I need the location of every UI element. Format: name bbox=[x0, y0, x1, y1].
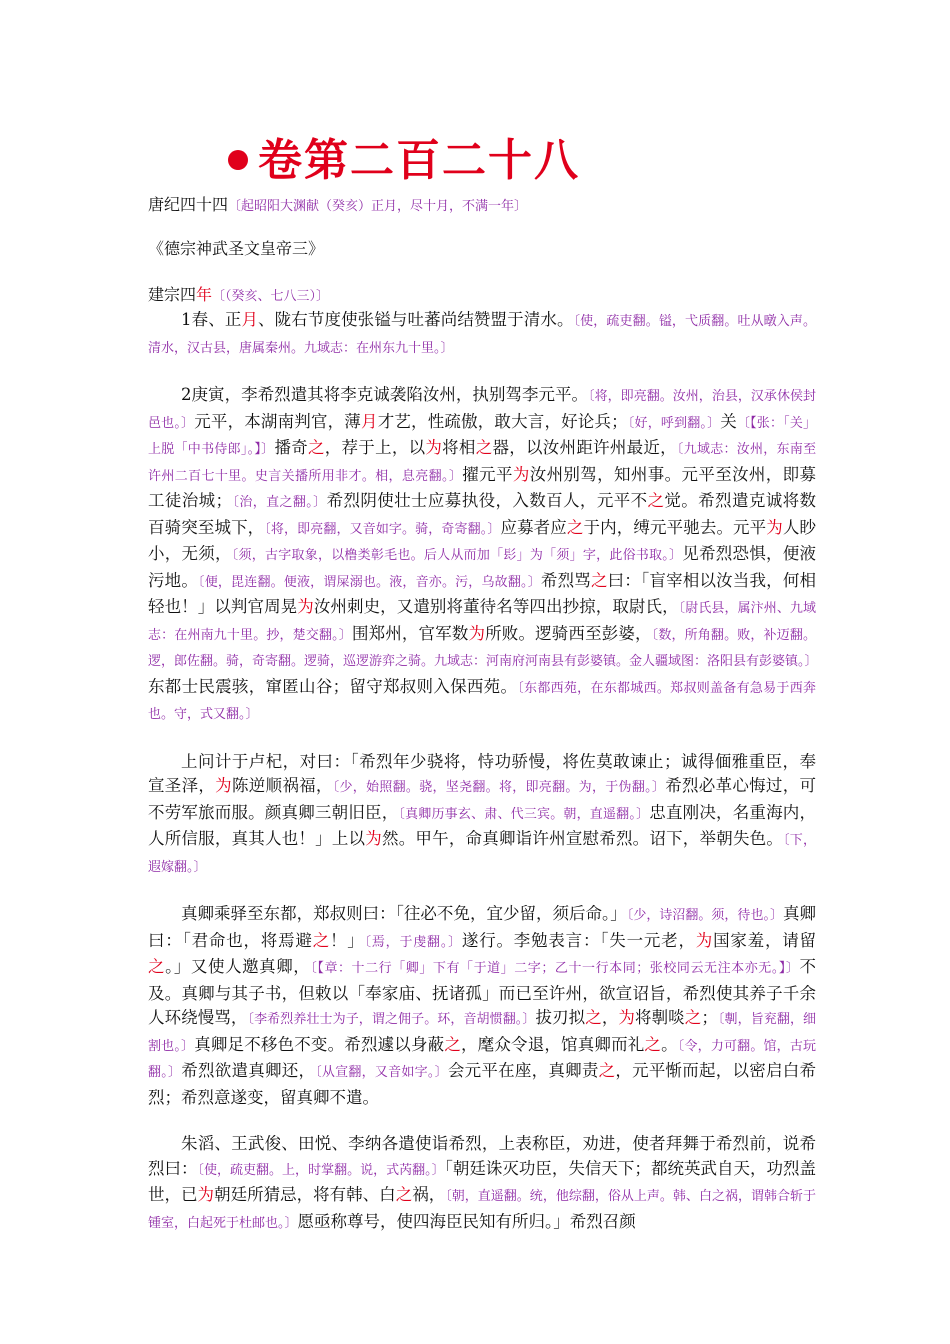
chapter-title bbox=[228, 124, 580, 188]
highlight-char: 为 bbox=[215, 776, 232, 795]
highlight-char: 之 bbox=[647, 491, 665, 510]
text-run: 希烈欲遣真卿还， bbox=[181, 1061, 316, 1080]
highlight-char: 之 bbox=[475, 438, 493, 457]
year-note: 〔（癸亥、七八三）〕 bbox=[212, 289, 330, 304]
text-run: 播奇 bbox=[274, 438, 308, 457]
highlight-char: 为 bbox=[468, 623, 486, 643]
text-run: 希烈阴使壮士应募执役，入数百人，元平不 bbox=[326, 491, 648, 510]
highlight-char: 之 bbox=[644, 1034, 662, 1054]
emperor-text: 《德宗神武圣文皇帝三》 bbox=[148, 239, 325, 258]
annotation-note: 〔李希烈养壮士为子，谓之佣子。环，音胡惯翻。〕 bbox=[247, 1012, 536, 1027]
paragraph bbox=[148, 1132, 816, 1236]
text-run: 所败。逻骑西至彭婆， bbox=[485, 623, 652, 643]
year-line bbox=[148, 283, 813, 309]
annotation-note: 〔须，古字取象，以橹类彰毛也。后人从而加「髟」为「须」字，此俗书取。〕 bbox=[231, 548, 683, 563]
annotation-note: 〔下，遐嫁翻。〕 bbox=[148, 833, 817, 875]
annotation-note: 〔【张：「关」上脱「中书侍郎」。】〕 bbox=[148, 415, 817, 457]
text-run: ，麾众令退，馆真卿而礼 bbox=[461, 1034, 645, 1054]
text-run: 将相 bbox=[442, 438, 476, 457]
annotation-note: 〔便，毘连翻。便液，谓屎溺也。液，音亦。污，乌故翻。〕 bbox=[198, 574, 541, 590]
text-run: 器，以汝州距许州最近， bbox=[492, 438, 677, 457]
annotation-note: 〔从宣翻，又音如字。〕 bbox=[315, 1065, 448, 1080]
highlight-char: 为 bbox=[512, 464, 530, 484]
annotation-note: 〔使，疏吏翻。镒，弋质翻。吐从暾入声。清水，汉古县，唐属秦州。九域志：在州东九十里。〕 bbox=[148, 314, 817, 356]
annotation-note: 〔使，疏吏翻。上，时掌翻。说，式芮翻。〕 bbox=[197, 1162, 445, 1178]
text-run: 然。甲午，命真卿诣许州宣慰希烈。诏下，举朝失色。 bbox=[381, 829, 784, 848]
annotation-note: 〔剸，旨兖翻，细割也。〕 bbox=[148, 1012, 817, 1054]
text-run: 真卿乘驿至东都，郑叔则曰：「往必不免，宜少留，须后命。」 bbox=[181, 904, 627, 923]
annotation-note: 〔少，始照翻。骁，坚尧翻。将，即亮翻。为，于伪翻。〕 bbox=[332, 780, 666, 795]
text-run: 遂行。李勉表言：「失一元老， bbox=[461, 930, 696, 950]
annotation-note: 〔治，直之翻。〕 bbox=[232, 495, 327, 510]
annotation-note: 〔九域志：汝州，东南至许州二百七十里。史言关播所用非才。相，息亮翻。〕 bbox=[148, 442, 817, 484]
annotation-note: 〔朝，直遥翻。统，他综翻，俗从上声。韩、白之祸，谓韩合斩于锺室，白起死于杜邮也。〕 bbox=[148, 1189, 817, 1231]
text-run: 愿亟称尊号，使四海臣民知有所归。」希烈召颜 bbox=[297, 1211, 636, 1231]
highlight-char: 之 bbox=[148, 957, 166, 976]
highlight-char: 为 bbox=[425, 438, 443, 457]
paragraph bbox=[148, 902, 816, 1110]
text-run: 国家羞，请留 bbox=[713, 930, 817, 950]
text-run: ，荐于上，以 bbox=[324, 438, 426, 457]
text-run: 忠直刚决，名重海内，人所信服，真其人也！」上以 bbox=[148, 802, 817, 848]
text-run: 将剸啖 bbox=[635, 1008, 685, 1027]
text-run: ！」 bbox=[329, 930, 365, 950]
document-body bbox=[148, 308, 816, 1258]
annotation-note: 〔令，力可翻。馆，古玩翻。〕 bbox=[148, 1038, 817, 1080]
highlight-char: 之 bbox=[566, 517, 584, 537]
highlight-char: 为 bbox=[618, 1008, 636, 1027]
annotation-note: 〔少，诗沼翻。须，待也。〕 bbox=[626, 908, 783, 923]
text-run: 于内，缚元平驰去。元平 bbox=[583, 517, 767, 537]
text-run: 见希烈恐惧，便液污地。 bbox=[148, 544, 817, 590]
text-run: 应募者应 bbox=[500, 517, 567, 537]
annotation-note: 〔焉，于虔翻。〕 bbox=[364, 934, 462, 950]
era-text: 唐纪四十四 bbox=[148, 195, 229, 214]
text-run: ，元平惭而起，以密启白希烈；希烈意遂变，留真卿不遣。 bbox=[148, 1061, 817, 1107]
text-run: 才艺，性疏傲，敢大言，好论兵； bbox=[377, 411, 628, 431]
text-run: 围郑州，官军数 bbox=[351, 623, 469, 643]
text-run: 。 bbox=[661, 1034, 678, 1054]
highlight-char: 为 bbox=[766, 517, 783, 537]
highlight-char: 之 bbox=[444, 1034, 461, 1054]
text-run: 关 bbox=[720, 411, 737, 431]
text-run: 朱滔、王武俊、田悦、李纳各遣使诣希烈，上表称臣，劝进，使者拜舞于希烈前，说希烈曰： bbox=[148, 1134, 816, 1178]
annotation-note: 〔好，呼到翻。〕 bbox=[627, 415, 721, 431]
highlight-char: 月 bbox=[361, 411, 378, 431]
year-text: 建宗四 bbox=[148, 285, 197, 304]
text-run: 陈逆顺祸福， bbox=[231, 776, 333, 795]
chapter-title-text: 卷第二百二十八 bbox=[258, 135, 580, 186]
highlight-char: 为 bbox=[695, 930, 714, 950]
annotation-note: 〔将，即亮翻。汝州，治县，汉承休侯封邑也。〕 bbox=[148, 389, 816, 431]
text-run: ； bbox=[701, 1008, 718, 1027]
text-run: 东都士民震骇，窜匿山谷；留守郑叔则入保西苑。 bbox=[148, 676, 518, 696]
paragraph bbox=[148, 750, 816, 881]
text-run: 2庚寅，李希烈遣其将李克诚袭陷汝州，执别驾李元平。 bbox=[181, 385, 589, 404]
text-run: 希烈骂 bbox=[540, 570, 591, 590]
text-run: 希烈必革心悔过，可不劳军旅而服。颜真卿三朝旧臣， bbox=[148, 776, 817, 822]
text-run: 元平，本湖南判官，薄 bbox=[194, 411, 361, 431]
text-run: 上问计于卢杞，对曰：「希烈年少骁将，恃功骄慢，将佐莫敢谏止；诚得偭雅重臣，奉宣圣泽， bbox=[148, 751, 816, 795]
text-run: 不及。真卿与其子书，但敕以「奉家庙、抚诸孤」而已至许州，欲宣诏旨，希烈使其养子千余人环绕慢骂， bbox=[148, 957, 816, 1027]
text-run: 「朝廷诛灭功臣，失信天下；都统英武自天，功烈盖世，已 bbox=[148, 1158, 816, 1204]
text-run: 拔刃拟 bbox=[535, 1008, 586, 1027]
highlight-char: 为 bbox=[197, 1185, 215, 1204]
text-run: 曰：「盲宰相以汝当我，何相轻也！」以判官周晃 bbox=[148, 570, 817, 616]
text-run: 汝州别驾，知州事。元平至汝州，即募工徒治城； bbox=[148, 464, 817, 510]
text-run: 真卿曰：「君命也，将焉避 bbox=[148, 904, 816, 950]
highlight-char: 之 bbox=[307, 438, 325, 457]
emperor-line bbox=[148, 237, 813, 261]
annotation-note: 〔尉氏县，属汴州、九域志：在州南九十里。抄，楚交翻。〕 bbox=[148, 601, 817, 643]
paragraph bbox=[148, 383, 816, 728]
highlight-char: 之 bbox=[585, 1008, 602, 1027]
era-line bbox=[148, 193, 813, 219]
text-run: ， bbox=[601, 1008, 619, 1027]
highlight-char: 之 bbox=[684, 1008, 702, 1027]
highlight-char: 之 bbox=[312, 930, 330, 950]
text-run: 会元平在座，真卿责 bbox=[447, 1061, 599, 1080]
text-run: 1春、正 bbox=[181, 310, 242, 329]
text-run: 。」又使人邀真卿， bbox=[165, 957, 311, 976]
text-run: 擢元平 bbox=[462, 464, 513, 484]
annotation-note: 〔【章：十二行「卿」下有「于道」二字；乙十一行本同；张校同云无注本亦无。】〕 bbox=[310, 961, 800, 976]
highlight-char: 之 bbox=[590, 570, 608, 590]
year-highlight: 年 bbox=[196, 285, 213, 304]
annotation-note: 〔真卿历事玄、肃、代三宾。朝，直遥翻。〕 bbox=[398, 806, 650, 822]
annotation-note: 〔东都西苑，在东都城西。郑叔则盖备有急易于西奔也。守，式又翻。〕 bbox=[148, 680, 816, 722]
annotation-note: 〔将，即亮翻，又音如字。骑，奇寄翻。〕 bbox=[264, 521, 501, 537]
highlight-char: 之 bbox=[598, 1061, 616, 1080]
text-run: 、陇右节度使张镒与吐蕃尚结赞盟于清水。 bbox=[258, 310, 574, 329]
highlight-char: 为 bbox=[297, 597, 314, 616]
era-note: 〔起昭阳大渊献（癸亥）正月，尽十月，不满一年〕 bbox=[228, 199, 528, 214]
highlight-char: 为 bbox=[365, 829, 382, 848]
text-run: 汝州刺史，又遣别将董待名等四出抄掠，取尉氏， bbox=[313, 597, 679, 616]
text-run: 祸， bbox=[412, 1185, 446, 1204]
text-run: 人眇小，无须， bbox=[148, 517, 817, 563]
annotation-note: 〔数，所角翻。败，补迈翻。逻，郎佐翻。骑，奇寄翻。逻骑，巡逻游弈之骑。九域志：河南府河南县有彭婆镇。金人疆域图：洛阳县有彭婆镇。〕 bbox=[148, 627, 818, 669]
text-run: 朝廷所猜忌，将有韩、白 bbox=[214, 1185, 396, 1204]
text-run: 真卿足不移色不变。希烈遽以身蔽 bbox=[194, 1034, 445, 1054]
highlight-char: 月 bbox=[241, 310, 259, 329]
text-run: 觉。希烈遣克诚将数百骑突至城下， bbox=[148, 491, 817, 537]
bullet-icon bbox=[228, 150, 248, 170]
highlight-char: 之 bbox=[395, 1185, 413, 1204]
paragraph bbox=[148, 308, 816, 361]
